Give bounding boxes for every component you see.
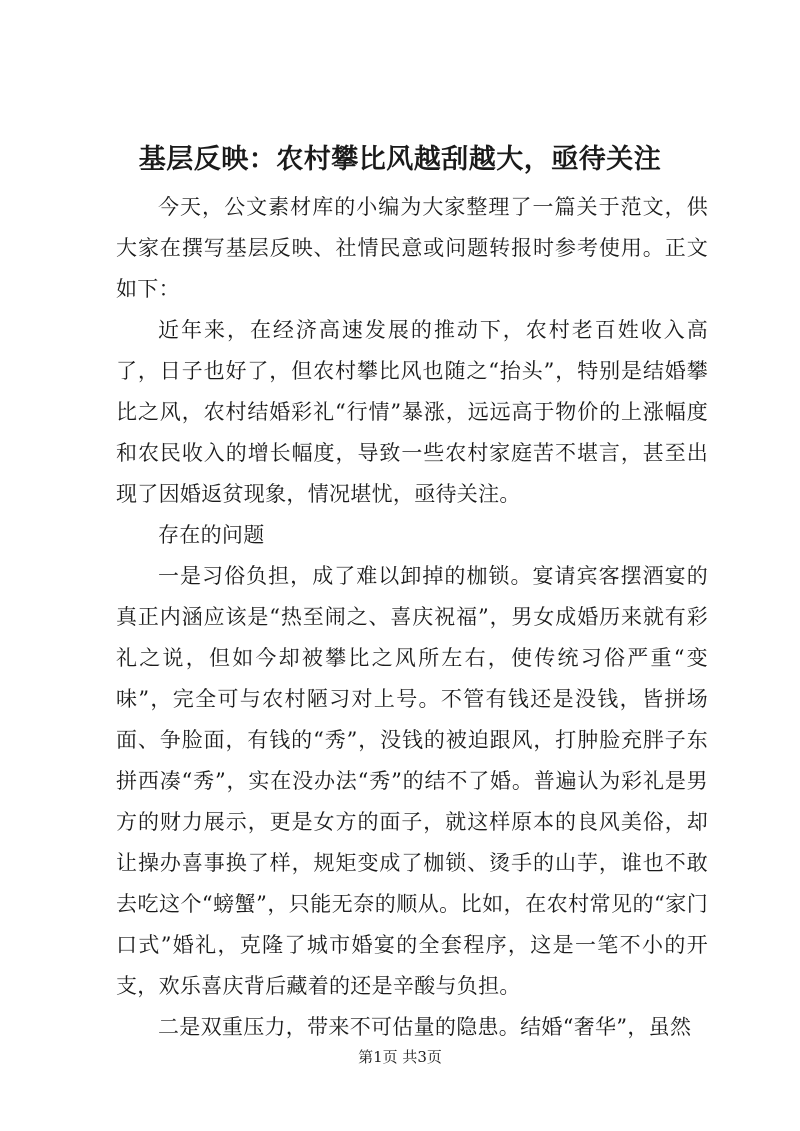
paragraph-background: 近年来，在经济高速发展的推动下，农村老百姓收入高了，日子也好了，但农村攀比风也随之“抬头”，特别是结婚攀比之风，农村结婚彩礼“行情”暴涨，远远高于物价的上涨幅度和农民收入的增长幅度，导致一些农村家庭苦不堪言，甚至出现了因婚返贫现象，情况堪忧，亟待关注。: [116, 318, 708, 506]
paragraph-intro: 今天，公文素材库的小编为大家整理了一篇关于范文，供大家在撰写基层反映、社情民意或问题转报时参考使用。正文如下：: [116, 195, 708, 301]
document-body: [116, 187, 708, 1048]
paragraph-problem-one: 一是习俗负担，成了难以卸掉的枷锁。宴请宾客摆酒宴的真正内涵应该是“热至闹之、喜庆祝福”，男女成婚历来就有彩礼之说，但如今却被攀比之风所左右，使传统习俗严重“变味”，完全可与农村陋习对上号。不管有钱还是没钱，皆拼场面、争脸面，有钱的“秀”，没钱的被迫跟风，打肿脸充胖子东拼西凑“秀”，实在没办法“秀”的结不了婚。普遍认为彩礼是男方的财力展示，更是女方的面子，就这样原本的良风美俗，却让操办喜事换了样，规矩变成了枷锁、烫手的山芋，谁也不敢去吃这个“螃蟹”，只能无奈的顺从。比如，在农村常见的“家门口式”婚礼，克隆了城市婚宴的全套程序，这是一笔不小的开支，欢乐喜庆背后藏着的还是辛酸与负担。: [116, 564, 708, 998]
paragraph-problem-two: 二是双重压力，带来不可估量的隐患。结婚“奢华”，虽然: [158, 1015, 692, 1039]
section-heading-problems: 存在的问题: [158, 523, 265, 547]
page-number-footer: 第1页 共3页: [358, 1048, 442, 1066]
document-title: 基层反映：农村攀比风越刮越大，亟待关注: [138, 144, 662, 175]
